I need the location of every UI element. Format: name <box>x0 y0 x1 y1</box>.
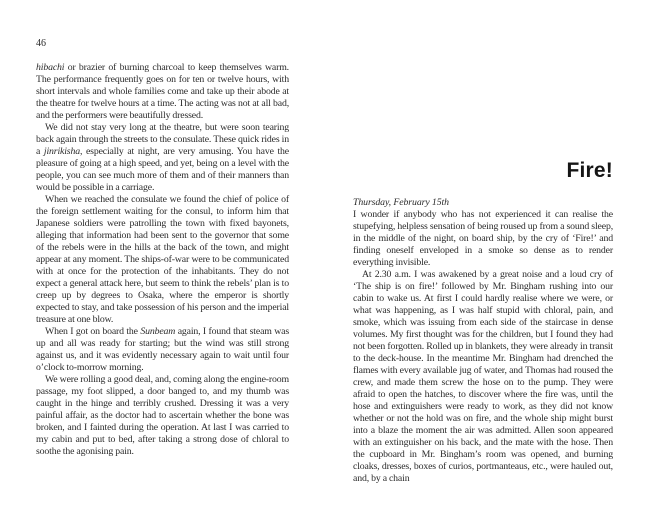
paragraph: hibachi or brazier of burning charcoal to keep themselves warm. The performance frequently goes on for ten or twelve hours, with short intervals and whole families come and take up their abode at the theatre for twelve hours at a time. The acting was not at all bad, and the performers were beautifully dressed. <box>36 62 289 121</box>
left-page <box>36 38 289 458</box>
paragraph: I wonder if anybody who has not experienced it can realise the stupefying, helpless sensation of being roused up from a sound sleep, in the middle of the night, on board ship, by the cry of ‘Fire!’ and finding oneself enveloped in a smoke so dense as to render everything invisible. <box>353 209 613 268</box>
paragraph: We were rolling a good deal, and, coming along the engine-room passage, my foot slipped, a door banged to, and my thumb was caught in the hinge and terribly crushed. Dressing it was a very painful affair, as the doctor had to ascertain whether the bone was broken, and I fainted during the operation. At last I was carried to my cabin and put to bed, after taking a strong dose of chloral to soothe the agonising pain. <box>36 374 289 457</box>
paragraph: At 2.30 a.m. I was awakened by a great noise and a loud cry of ‘The ship is on fire!’ followed by Mr. Bingham rushing into our cabin to wake us. At first I could hardly realise where we were, or what was happening, as I was half stupid with chloral, pain, and smoke, which was issuing from each side of the staircase in dense volumes. My first thought was for the children, but I found they had not been forgotten. Rolled up in blankets, they were already in transit to the deck-house. In the meantime Mr. Bingham had drenched the flames with every available jug of water, and Thomas had roused the crew, and made them screw the hose on to the pump. They were afraid to open the hatches, to discover where the fire was, until the hose and extinguishers were ready to work, as they did not know whether or not the hold was on fire, and the whole ship might burst into a blaze the moment the air was admitted. Allen soon appeared with an extinguisher on his back, and the mate with the hose. Then the cupboard in Mr. Bingham’s room was opened, and burning cloaks, dresses, boxes of curios, portmanteaus, etc., were hauled out, and, by a chain <box>353 269 613 484</box>
page-number: 46 <box>36 38 46 49</box>
chapter-heading: Fire! <box>566 159 613 182</box>
paragraph: When I got on board the Sunbeam again, I found that steam was up and all was ready for starting; but the wind was still strong against us, and it was evidently necessary again to wait until four o’clock to-morrow morning. <box>36 326 290 373</box>
date-line: Thursday, February 15th <box>353 197 449 208</box>
right-page-body <box>353 209 613 485</box>
paragraph: We did not stay very long at the theatre, but were soon tearing back again through the streets to the consulate. These quick rides in a jinrikisha, especially at night, are very amusing. You have the pleasure of going at a high speed, and yet, being on a level with the people, you can see much more of them and of their manners than would be possible in a carriage. <box>36 122 289 193</box>
right-page <box>353 158 613 485</box>
paragraph: When we reached the consulate we found the chief of police of the foreign settlement waiting for the consul, to inform him that Japanese soldiers were patrolling the town with fixed bayonets, alleging that information had been sent to the governor that some of the rebels were in the hills at the back of the town, and might appear at any moment. The ships-of-war were to be communicated with at once for the protection of the inhabitants. They do not expect a general attack here, but seem to think the rebels’ plan is to creep up by degrees to Osaka, where the emperor is shortly expected to stay, and take possession of his person and the imperial treasure at one blow. <box>36 194 289 325</box>
left-page-body <box>36 62 289 458</box>
